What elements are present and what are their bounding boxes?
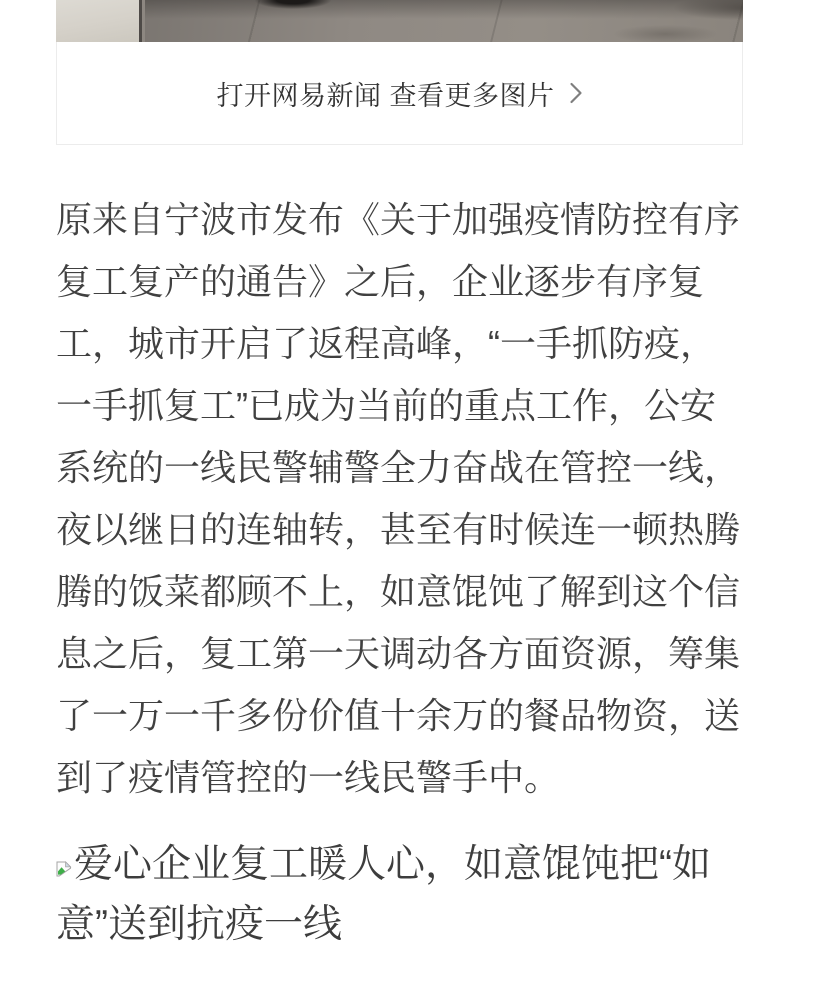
media-card — [56, 0, 743, 145]
open-netease-news-label: 打开网易新闻 查看更多图片 — [216, 80, 555, 111]
broken-image-alt-block — [56, 835, 744, 955]
broken-image-alt-text: 爱心企业复工暖人心，如意馄饨把“如意”送到抗疫一线 — [56, 843, 711, 946]
open-netease-news-link[interactable] — [56, 42, 743, 145]
article-paragraph: 原来自宁波市发布《关于加强疫情防控有序复工复产的通告》之后，企业逐步有序复工，城市开启了返程高峰，“一手抓防疫，一手抓复工”已成为当前的重点工作，公安系统的一线民警辅警全力奋战在管控一线，夜以继日的连轴转，甚至有时候连一顿热腾腾的饭菜都顾不上，如意馄饨了解到这个信息之后，复工第一天调动各方面资源，筹集了一万一千多份价值十余万的餐品物资，送到了疫情管控的一线民警手中。 — [56, 199, 741, 798]
broken-image-icon — [56, 835, 72, 851]
photo-pillar-region — [56, 0, 142, 42]
photo-floor-region — [145, 0, 743, 42]
chevron-right-icon — [569, 80, 583, 106]
article-photo — [56, 0, 743, 42]
article-content-column — [56, 0, 744, 955]
